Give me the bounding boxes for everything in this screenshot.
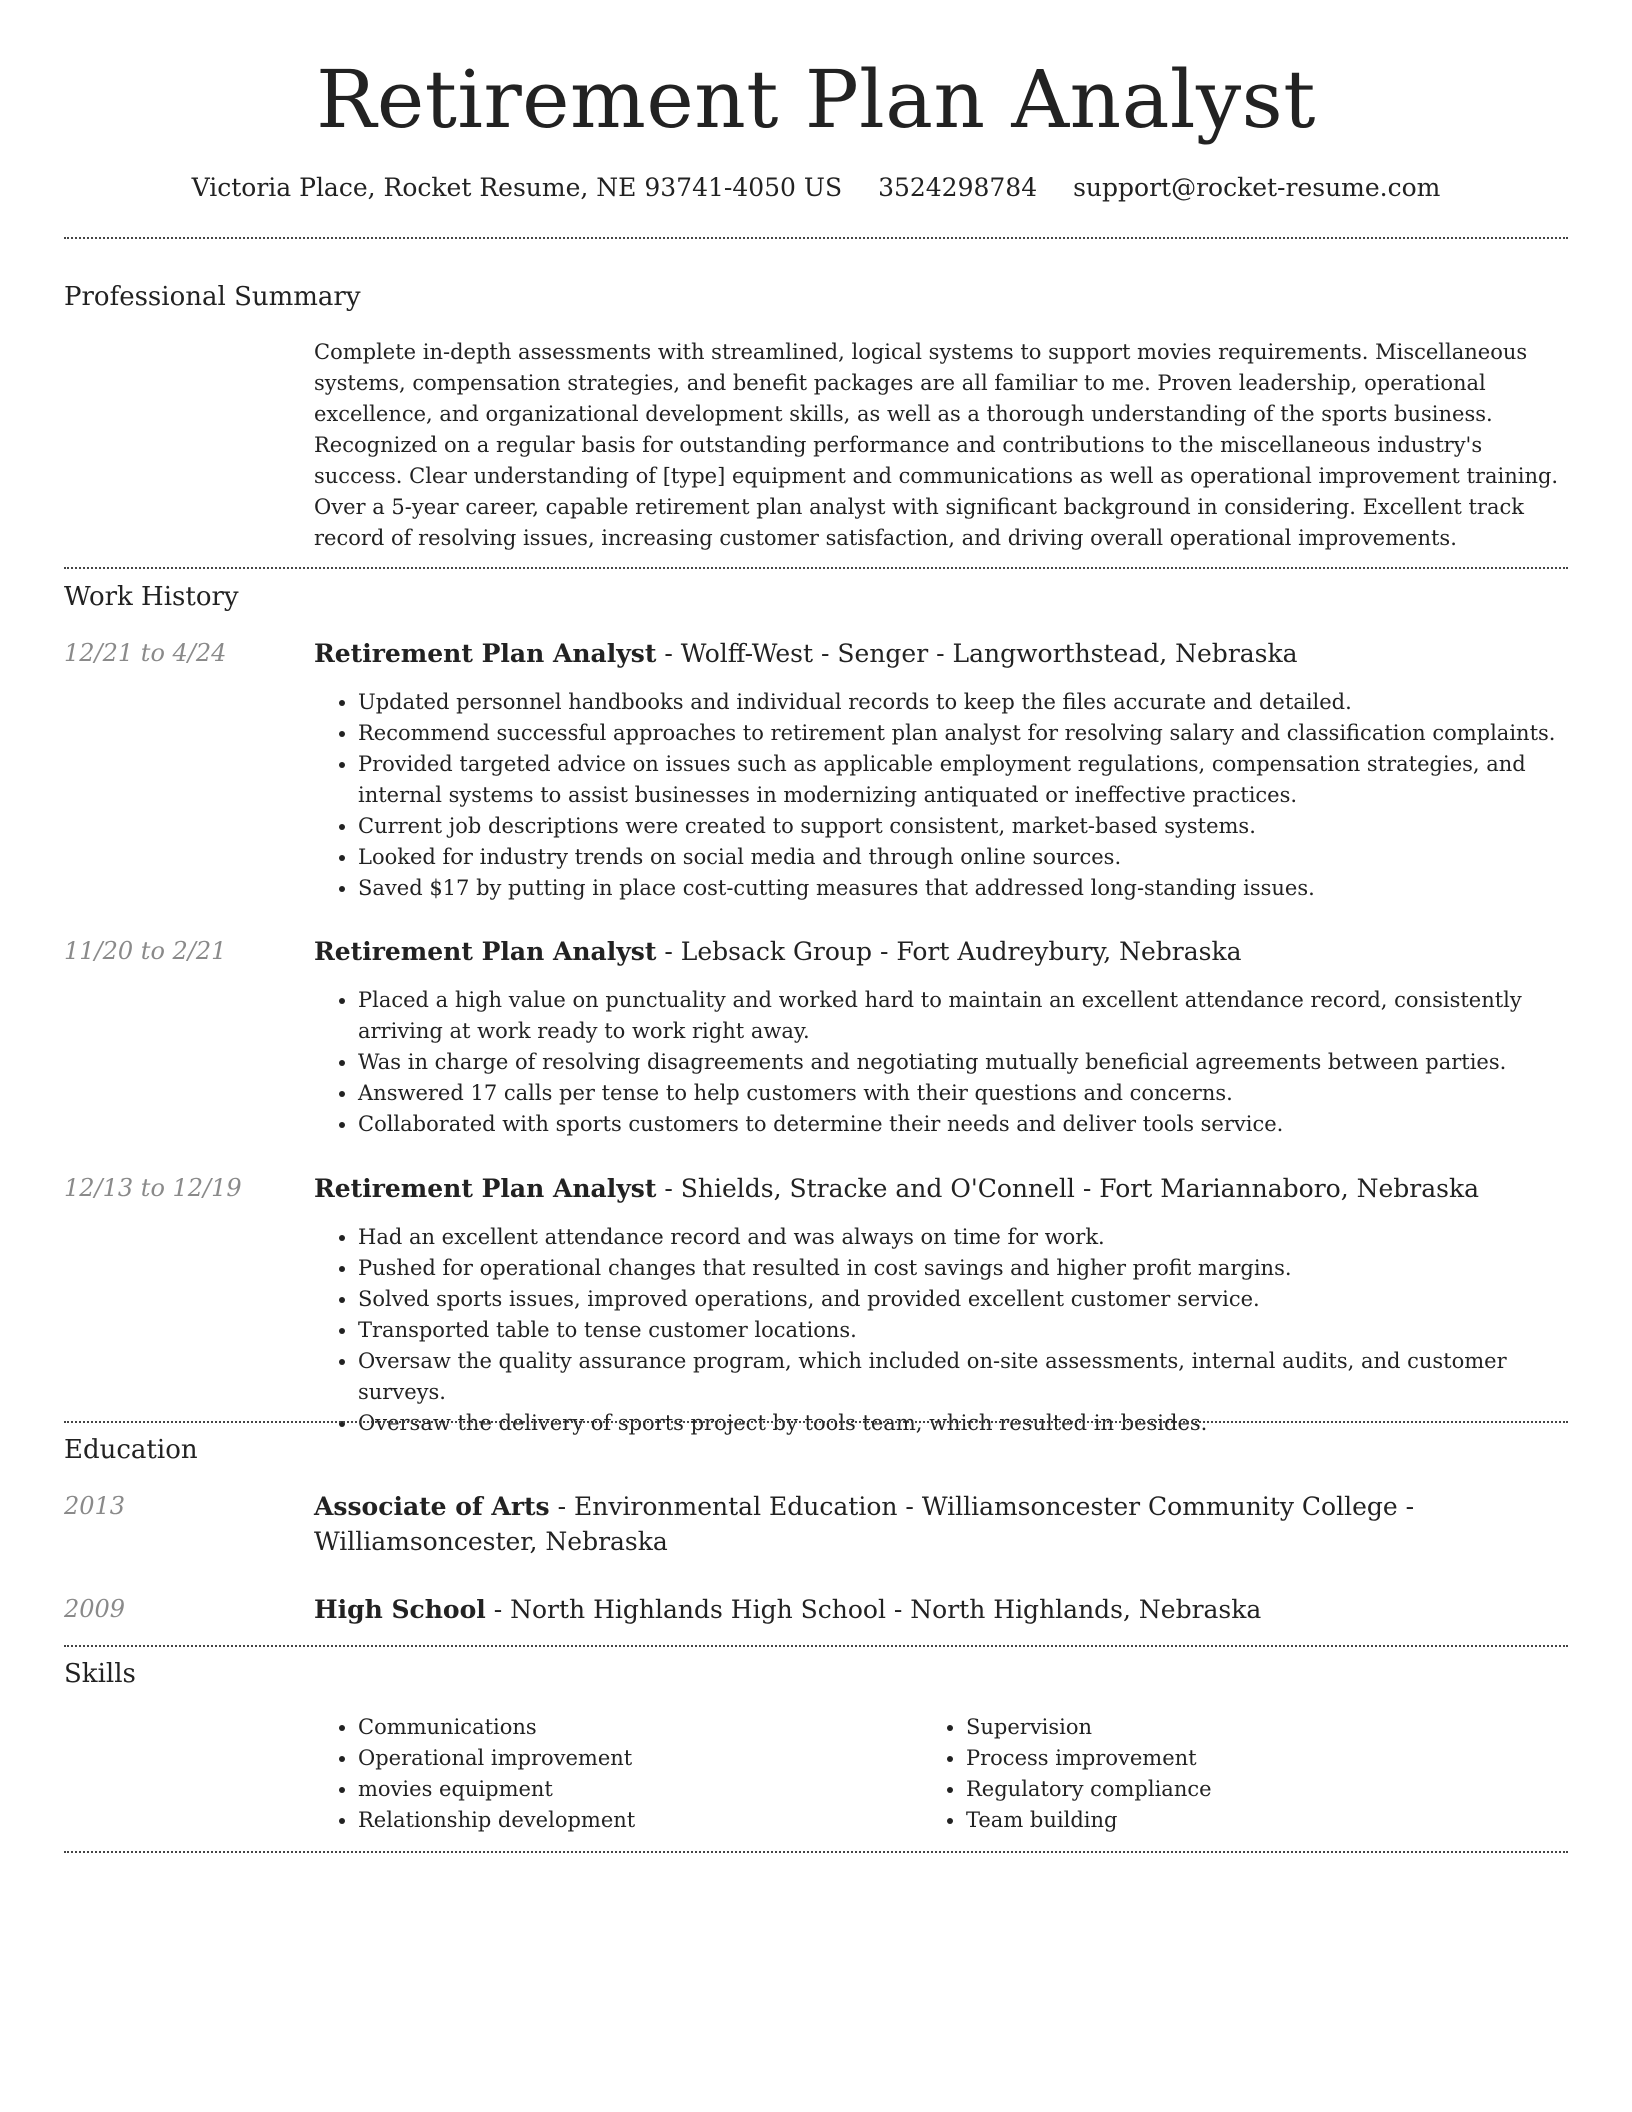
section-divider bbox=[64, 567, 1568, 569]
skill-item: • Process improvement bbox=[966, 1743, 1522, 1774]
skill-item: • Communications bbox=[358, 1712, 914, 1743]
list-item: • Placed a high value on punctuality and worked hard to maintain an excellent attendance record, consistently arriving at work ready to work right away. bbox=[358, 985, 1568, 1047]
skills-list-right bbox=[922, 1712, 1522, 1836]
list-item: • Transported table to tense customer locations. bbox=[358, 1315, 1568, 1346]
education-details: - North Highlands High School - North Highlands, Nebraska bbox=[485, 1595, 1262, 1624]
job-bullets bbox=[314, 687, 1568, 904]
skills-list-left bbox=[314, 1712, 914, 1836]
job-heading bbox=[314, 934, 1568, 969]
candidate-name: Retirement Plan Analyst bbox=[316, 53, 1316, 146]
list-item: • Solved sports issues, improved operations, and provided excellent customer service. bbox=[358, 1284, 1568, 1315]
summary-text: Complete in-depth assessments with streamlined, logical systems to support movies requirements. Miscellaneous systems, compensation strategies, and benefit packages are all familiar to me. Proven leadership, operational excellence, and organizational development skills, as well as a thorough understanding of the sports business. Recognized on a regular basis for outstanding performance and contributions to the miscellaneous industry's success. Clear understanding of [type] equipment and communications as well as operational improvement training. Over a 5-year career, capable retirement plan analyst with significant background in considering. Excellent track record of resolving issues, increasing customer satisfaction, and driving overall operational improvements. bbox=[314, 340, 1559, 550]
skill-item: • Team building bbox=[966, 1805, 1522, 1836]
section-divider bbox=[64, 1645, 1568, 1647]
contact-email: support@rocket-resume.com bbox=[1073, 173, 1441, 202]
job-heading bbox=[314, 1171, 1568, 1206]
job-title: Retirement Plan Analyst bbox=[314, 1174, 657, 1203]
skill-item: • Operational improvement bbox=[358, 1743, 914, 1774]
list-item: • Oversaw the delivery of sports project by tools team, which resulted in besides. bbox=[358, 1408, 1568, 1439]
list-item: • Saved $17 by putting in place cost-cutting measures that addressed long-standing issues. bbox=[358, 873, 1568, 904]
section-divider bbox=[64, 1851, 1568, 1853]
skill-item: • Supervision bbox=[966, 1712, 1522, 1743]
skill-item: • movies equipment bbox=[358, 1774, 914, 1805]
job-title: Retirement Plan Analyst bbox=[314, 937, 657, 966]
list-item: • Had an excellent attendance record and was always on time for work. bbox=[358, 1222, 1568, 1253]
education-section-title: Education bbox=[64, 1435, 198, 1465]
job-dates: 12/21 to 4/24 bbox=[64, 639, 227, 667]
list-item: • Looked for industry trends on social media and through online sources. bbox=[358, 842, 1568, 873]
list-item: • Answered 17 calls per tense to help customers with their questions and concerns. bbox=[358, 1078, 1568, 1109]
degree-title: Associate of Arts bbox=[314, 1492, 550, 1521]
job-dates: 12/13 to 12/19 bbox=[64, 1174, 242, 1202]
contact-phone: 3524298784 bbox=[878, 173, 1038, 202]
education-year: 2009 bbox=[64, 1595, 126, 1623]
job-title: Retirement Plan Analyst bbox=[314, 639, 657, 668]
degree-title: High School bbox=[314, 1595, 486, 1624]
skills-section-title: Skills bbox=[64, 1659, 136, 1689]
list-item: • Updated personnel handbooks and individual records to keep the files accurate and detailed. bbox=[358, 687, 1568, 718]
job-bullets bbox=[314, 985, 1568, 1140]
education-year: 2013 bbox=[64, 1492, 126, 1520]
education-details: - Environmental Education - Williamsoncester Community College - Williamsoncester, Nebraska bbox=[314, 1492, 1415, 1556]
job-details: - Wolff-West - Senger - Langworthstead, Nebraska bbox=[656, 639, 1298, 668]
list-item: • Collaborated with sports customers to determine their needs and deliver tools service. bbox=[358, 1109, 1568, 1140]
contact-address: Victoria Place, Rocket Resume, NE 93741-4050 US bbox=[191, 173, 843, 202]
section-divider bbox=[64, 237, 1568, 239]
summary-section-title: Professional Summary bbox=[64, 282, 361, 312]
job-bullets bbox=[314, 1222, 1568, 1439]
job-details: - Shields, Stracke and O'Connell - Fort Mariannaboro, Nebraska bbox=[656, 1174, 1480, 1203]
list-item: • Provided targeted advice on issues such as applicable employment regulations, compensation strategies, and internal systems to assist businesses in modernizing antiquated or ineffective practices. bbox=[358, 749, 1568, 811]
list-item: • Was in charge of resolving disagreements and negotiating mutually beneficial agreements between parties. bbox=[358, 1047, 1568, 1078]
job-heading bbox=[314, 636, 1568, 671]
list-item: • Current job descriptions were created to support consistent, market-based systems. bbox=[358, 811, 1568, 842]
list-item: • Oversaw the quality assurance program, which included on-site assessments, internal audits, and customer surveys. bbox=[358, 1346, 1568, 1408]
job-details: - Lebsack Group - Fort Audreybury, Nebraska bbox=[656, 937, 1242, 966]
skill-item: • Regulatory compliance bbox=[966, 1774, 1522, 1805]
education-heading bbox=[314, 1592, 1568, 1627]
education-heading bbox=[314, 1489, 1568, 1559]
list-item: • Pushed for operational changes that resulted in cost savings and higher profit margins. bbox=[358, 1253, 1568, 1284]
skill-item: • Relationship development bbox=[358, 1805, 914, 1836]
contact-line bbox=[0, 170, 1632, 206]
section-divider bbox=[64, 1421, 1568, 1423]
list-item: • Recommend successful approaches to retirement plan analyst for resolving salary and classification complaints. bbox=[358, 718, 1568, 749]
job-dates: 11/20 to 2/21 bbox=[64, 937, 227, 965]
work-history-section-title: Work History bbox=[64, 582, 239, 612]
